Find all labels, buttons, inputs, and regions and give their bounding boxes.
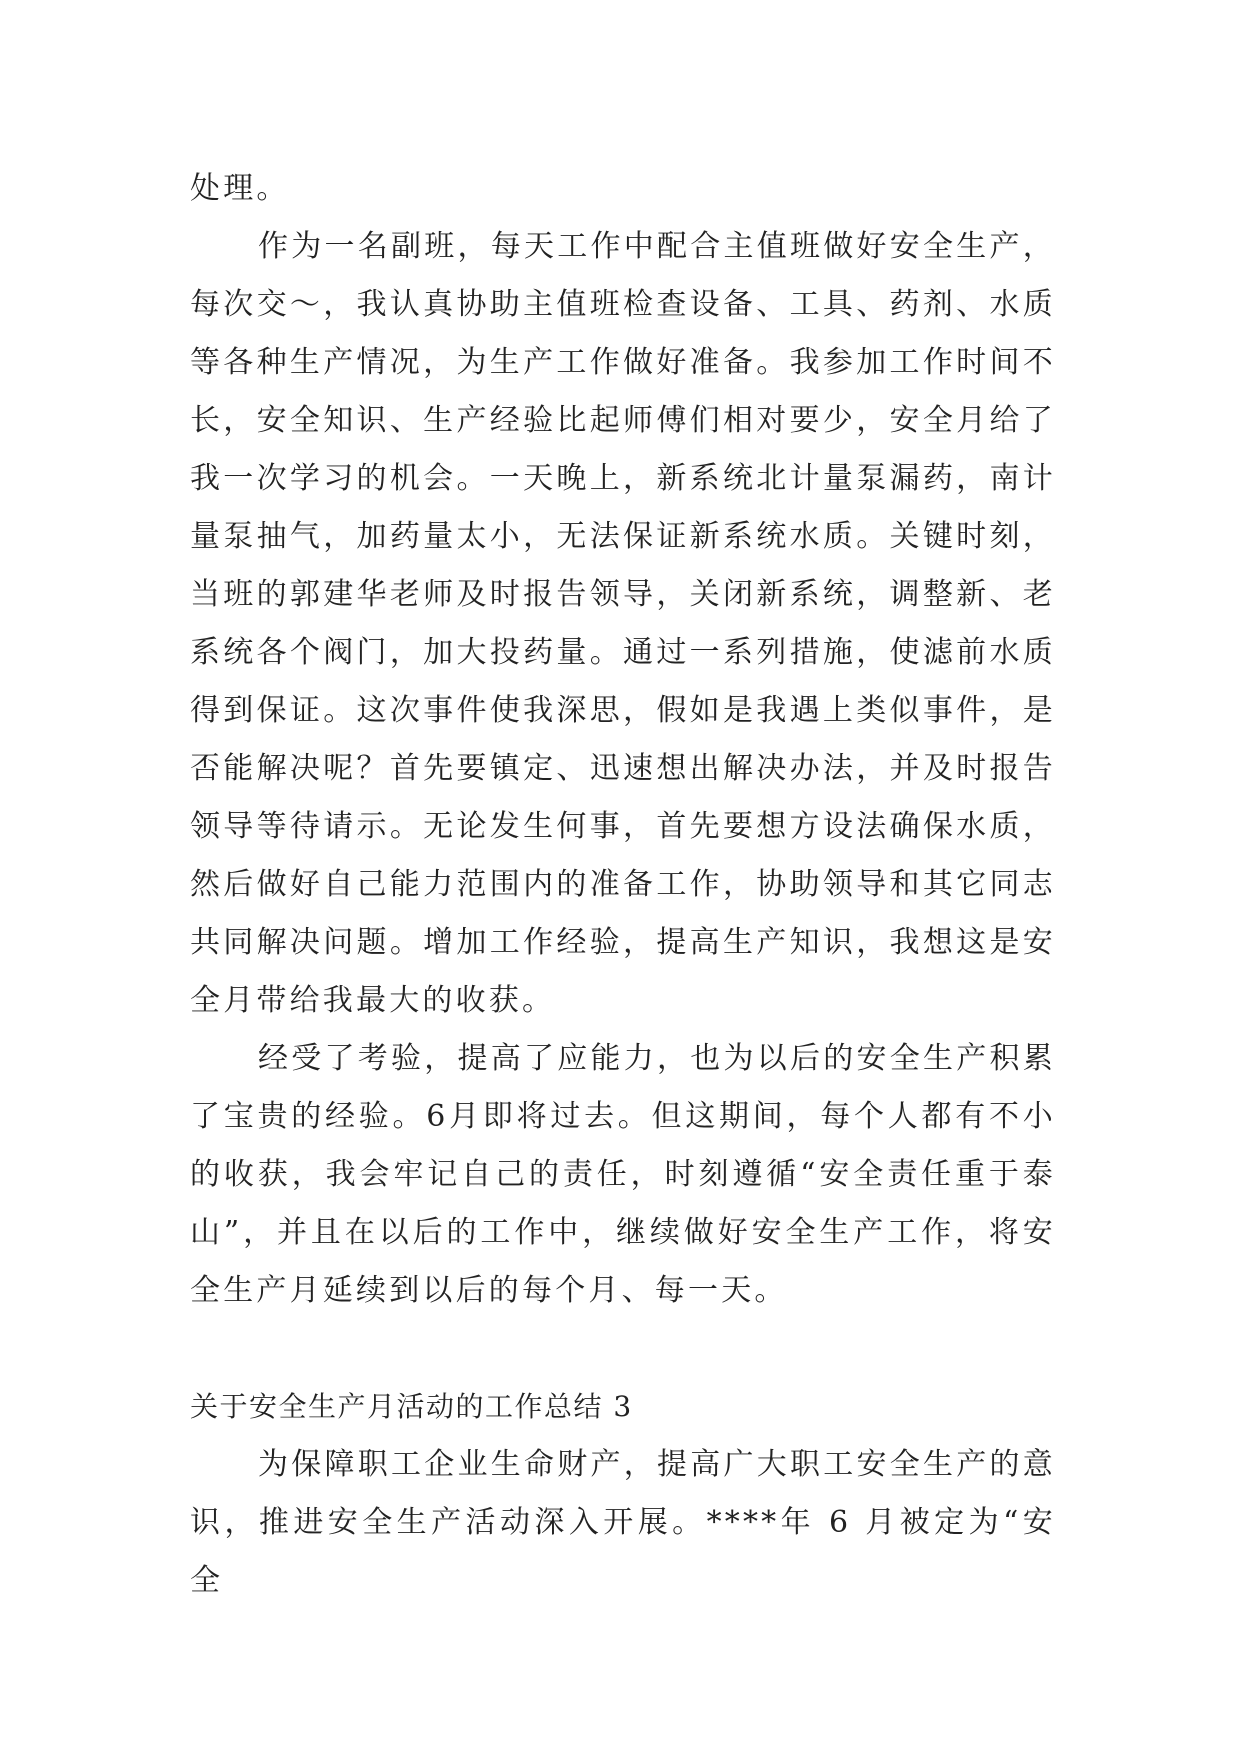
section-heading: 关于安全生产月活动的工作总结 3	[190, 1390, 633, 1423]
paragraph-conclusion: 经受了考验，提高了应能力，也为以后的安全生产积累了宝贵的经验。6月即将过去。但这期间，每个人都有不小的收获，我会牢记自己的责任，时刻遵循“安全责任重于泰山”，并且在以后的工作中，继续做好安全生产工作，将安全生产月延续到以后的每个月、每一天。	[190, 1041, 1056, 1308]
paragraph-vice-shift-experience: 作为一名副班，每天工作中配合主值班做好安全生产，每次交～，我认真协助主值班检查设备、工具、药剂、水质等各种生产情况，为生产工作做好准备。我参加工作时间不长，安全知识、生产经验比起师傅们相对要少，安全月给了我一次学习的机会。一天晚上，新系统北计量泵漏药，南计量泵抽气，加药量太小，无法保证新系统水质。关键时刻，当班的郭建华老师及时报告领导，关闭新系统，调整新、老系统各个阀门，加大投药量。通过一系列措施，使滤前水质得到保证。这次事件使我深思，假如是我遇上类似事件，是否能解决呢？首先要镇定、迅速想出解决办法，并及时报告领导等待请示。无论发生何事，首先要想方设法确保水质，然后做好自己能力范围内的准备工作，协助领导和其它同志共同解决问题。增加工作经验，提高生产知识，我想这是安全月带给我最大的收获。	[190, 229, 1056, 1018]
paragraph-continuation: 处理。	[190, 171, 290, 206]
paragraph-section-intro: 为保障职工企业生命财产，提高广大职工安全生产的意识，推进安全生产活动深入开展。****年 6 月被定为“安全	[190, 1447, 1056, 1598]
document-body	[190, 160, 1056, 1610]
